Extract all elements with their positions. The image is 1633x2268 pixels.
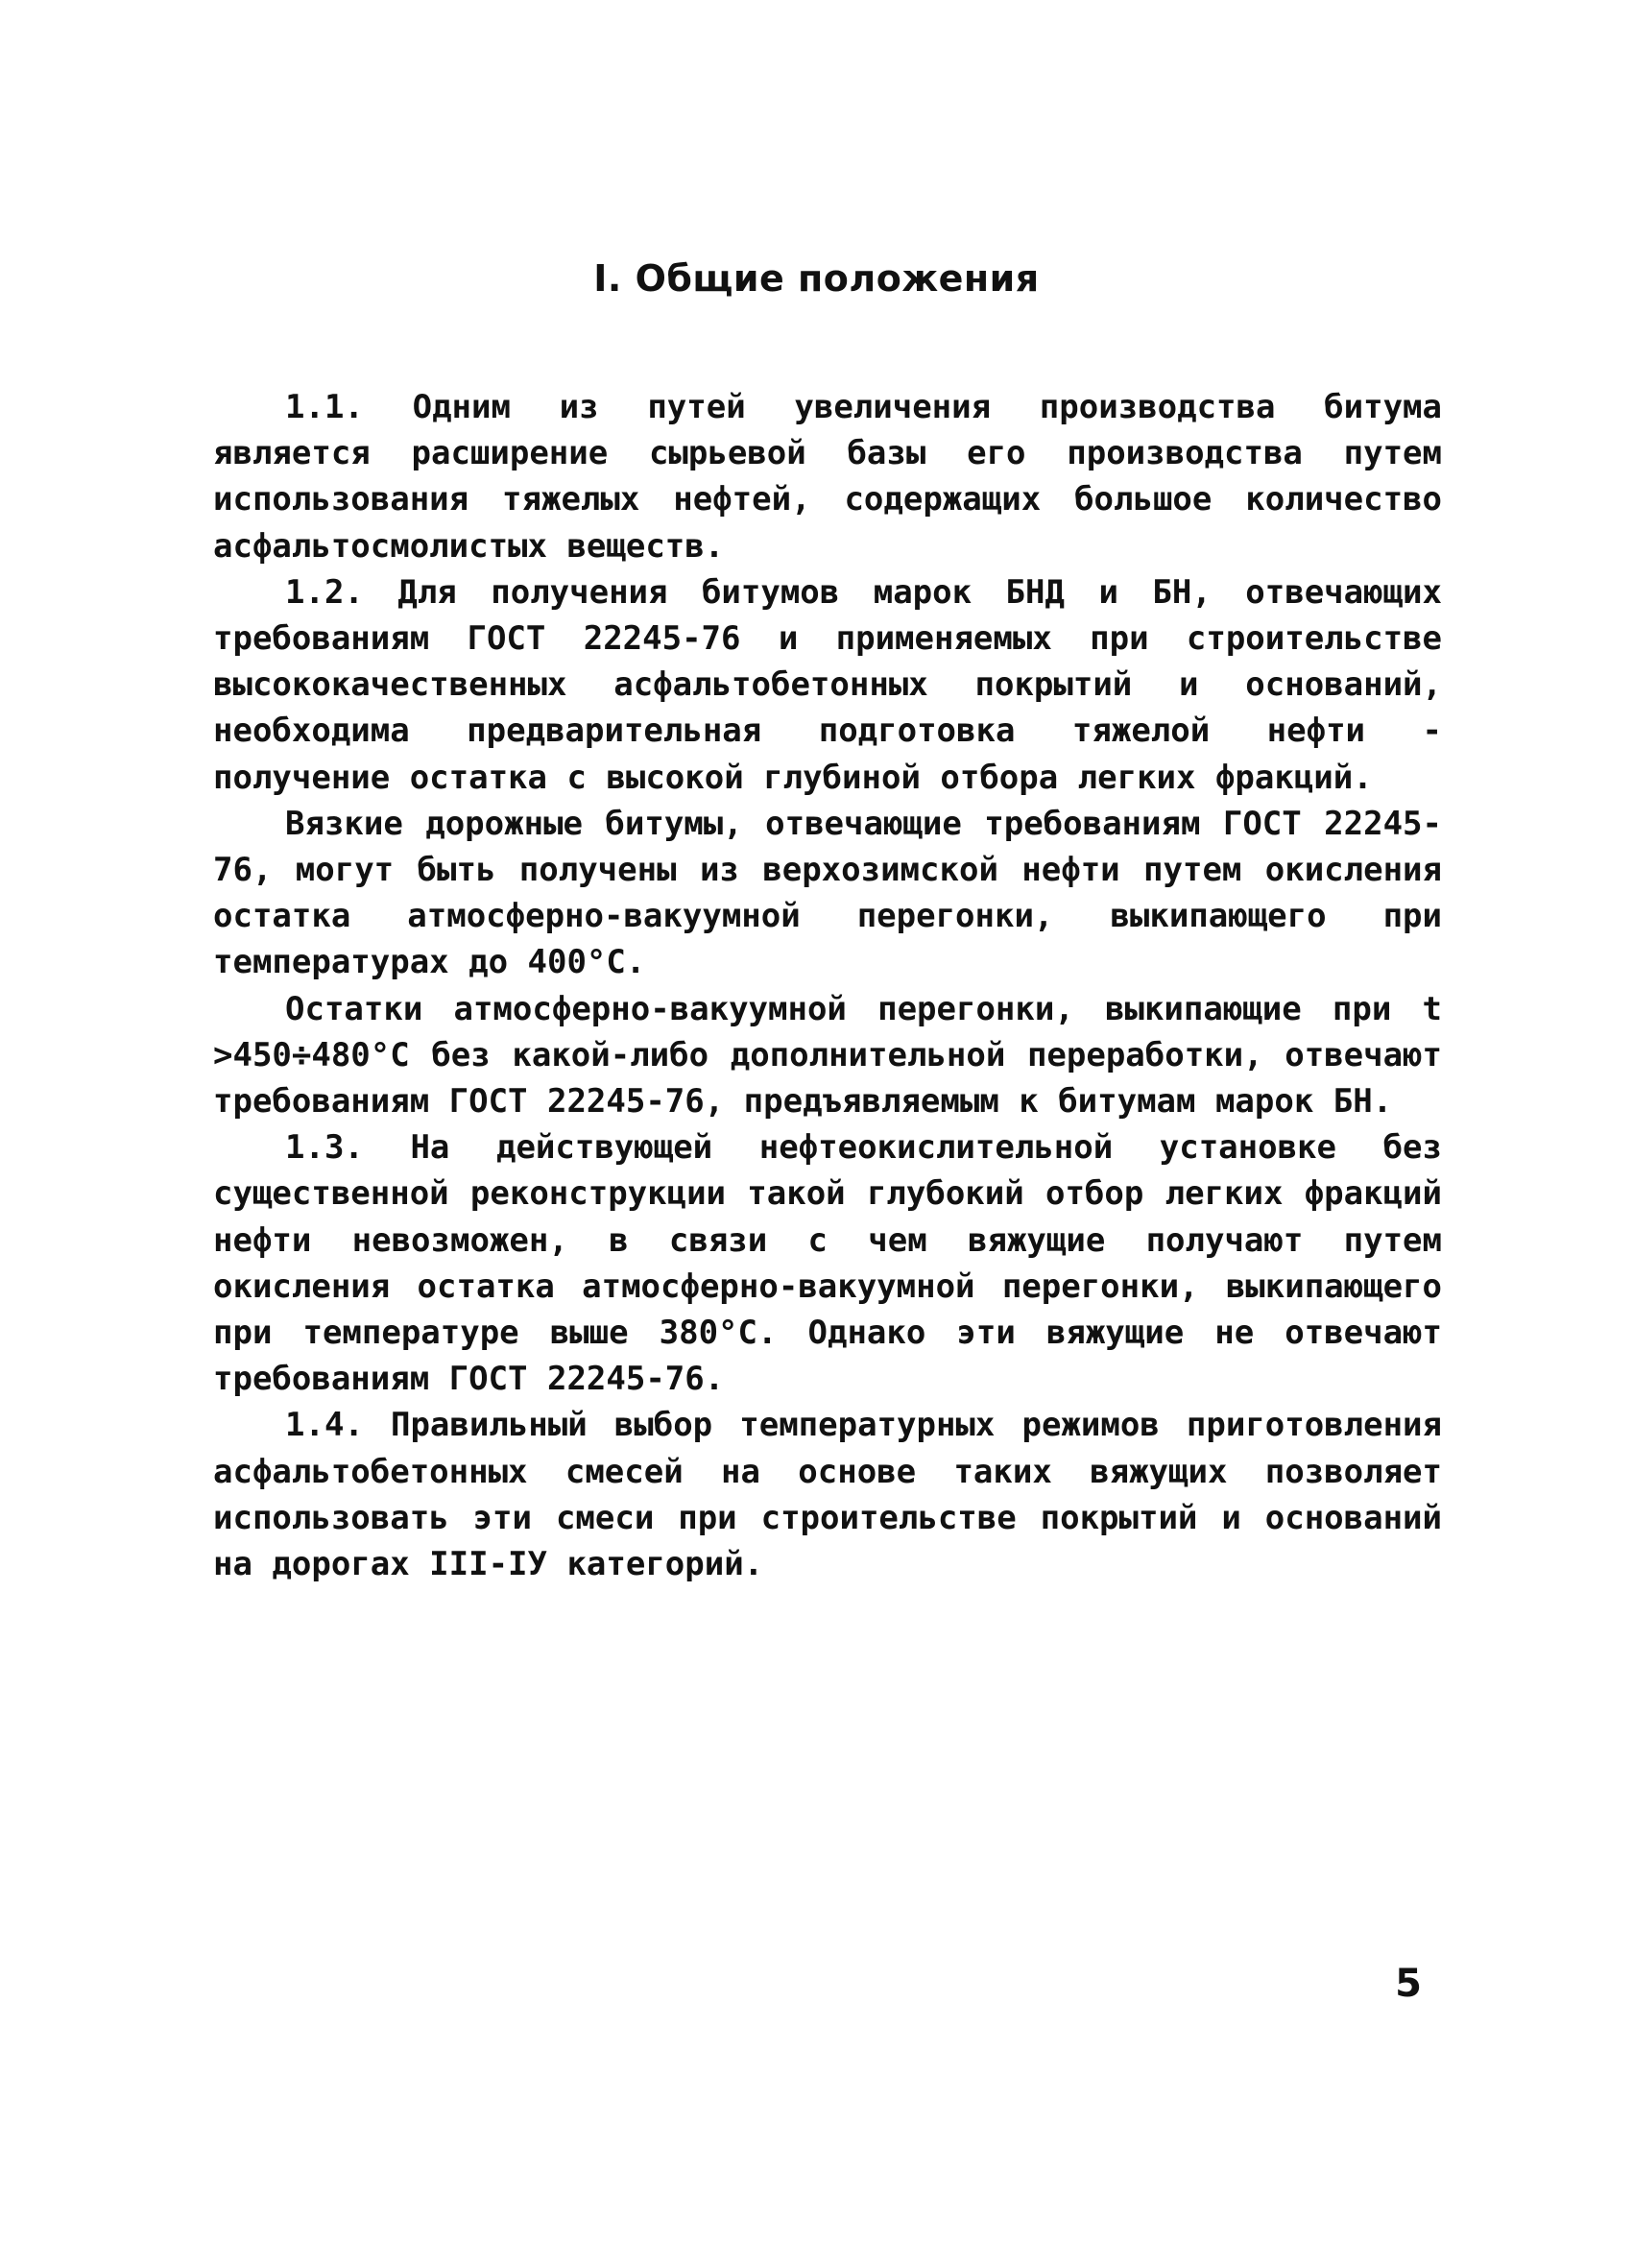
paragraph-1-3: 1.3. На действующей нефтеокислительной установке без существенной реконструкции такой глубокий отбор легких фракций нефти невозможен, в связи с чем вяжущие получают путем окисления остатка атмосферно-вакуумной перегонки, выкипающего при температуре выше 380°С. Однако эти вяжущие не отвечают требованиям ГОСТ 22245-76. [213,1128,1442,1399]
paragraph-viscous-bitumen: Вязкие дорожные битумы, отвечающие требованиям ГОСТ 22245-76, могут быть получены из верхозимской нефти путем окисления остатка атмосферно-вакуумной перегонки, выкипающего при температурах до 400°С. [213,804,1442,982]
paragraph-1-4: 1.4. Правильный выбор температурных режимов приготовления асфальтобетонных смесей на основе таких вяжущих позволяет использовать эти смеси при строительстве покрытий и оснований на дорогах III-IУ категорий. [213,1406,1442,1584]
paragraph-1-2: 1.2. Для получения битумов марок БНД и БН, отвечающих требованиям ГОСТ 22245-76 и применяемых при строительстве высококачественных асфальтобетонных покрытий и оснований, необходима предварительная подготовка тяжелой нефти - получение остатка с высокой глубиной отбора легких фракций. [213,572,1442,797]
section-heading: I. Общие положения [593,257,1040,300]
paragraph-distillation-residues: Остатки атмосферно-вакуумной перегонки, выкипающие при t >450÷480°С без какой-либо дополнительной переработки, отвечают требованиям ГОСТ 22245-76, предъявляемым к битумам марок БН. [213,989,1442,1122]
body-text [213,384,1442,1587]
page-number: 5 [1395,1962,1422,2006]
paragraph-1-1: 1.1. Одним из путей увеличения производства битума является расширение сырьевой базы его производства путем использования тяжелых нефтей, содержащих большое количество асфальтосмолистых веществ. [213,388,1442,566]
